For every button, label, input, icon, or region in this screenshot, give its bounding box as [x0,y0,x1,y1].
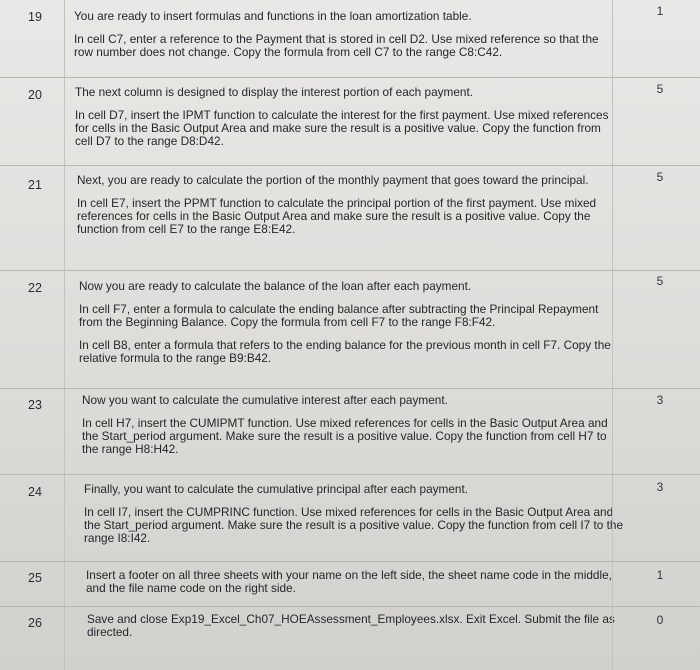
instruction-paragraph: Now you want to calculate the cumulative interest after each payment. [82,393,448,407]
step-row-23 [0,389,700,475]
instruction-paragraph: Save and close Exp19_Excel_Ch07_HOEAssessment_Employees.xlsx. Exit Excel. Submit the file as directed. [87,612,615,639]
instruction-paragraph: In cell F7, enter a formula to calculate the ending balance after subtracting the Principal Repayment from the Beginning Balance. Copy the formula from cell F7 to the range F8:F42. [79,302,599,329]
step-points: 1 [656,4,664,18]
instruction-paragraph: Next, you are ready to calculate the portion of the monthly payment that goes toward the principal. [77,173,589,187]
instruction-paragraph: Finally, you want to calculate the cumulative principal after each payment. [84,482,469,496]
instruction-paragraph: The next column is designed to display the interest portion of each payment. [75,85,474,99]
step-instructions [77,174,617,236]
step-instructions [82,394,622,456]
instruction-paragraph: In cell I7, insert the CUMPRINC function. Use mixed references for cells in the Basic Output Area and the Start_period argument. Make sure the result is a positive value. Copy the function from cell I7 to the range I8:I42. [84,505,624,545]
step-number: 25 [28,571,42,585]
step-points: 5 [656,274,664,288]
step-points: 3 [656,480,664,494]
step-points: 1 [656,568,664,582]
instruction-paragraph: In cell H7, insert the CUMIPMT function. Use mixed references for cells in the Basic Output Area and the Start_period argument. Make sure the result is a positive value. Copy the function from cell H7 to the range H8:H42. [82,416,608,456]
step-number: 24 [28,485,42,499]
step-row-25 [0,562,700,607]
instruction-paragraph: In cell D7, insert the IPMT function to calculate the interest for the first payment. Use mixed references for cells in the Basic Output Area and make sure the result is a positive value. Copy the function from cell D7 to the range D8:D42. [75,108,609,148]
step-row-19 [0,0,700,78]
instruction-paragraph: In cell E7, insert the PPMT function to calculate the principal portion of the first payment. Use mixed references for cells in the Basic Output Area and make sure the result is a positive value. Copy the function from cell E7 to the range E8:E42. [77,196,597,236]
step-number: 20 [28,88,42,102]
step-row-21 [0,166,700,271]
step-instructions [87,613,627,639]
step-number: 26 [28,616,42,630]
step-number: 19 [28,10,42,24]
step-instructions [74,10,614,59]
step-points: 3 [656,393,664,407]
step-number: 22 [28,281,42,295]
instruction-paragraph: You are ready to insert formulas and functions in the loan amortization table. [74,9,472,23]
step-points: 5 [656,170,664,184]
instruction-paragraph: Insert a footer on all three sheets with your name on the left side, the sheet name code in the middle, and the file name code on the right side. [86,568,612,595]
step-number: 21 [28,178,42,192]
step-row-26 [0,607,700,670]
step-points: 5 [656,82,664,96]
instruction-paragraph: Now you are ready to calculate the balance of the loan after each payment. [79,279,472,293]
step-instructions [84,483,624,545]
instruction-paragraph: In cell C7, enter a reference to the Payment that is stored in cell D2. Use mixed reference so that the row number does not change. Copy the formula from cell C7 to the range C8:C42. [74,32,599,59]
instruction-paragraph: In cell B8, enter a formula that refers to the ending balance for the previous month in cell F7. Copy the relative formula to the range B9:B42. [79,338,611,365]
step-points: 0 [656,613,664,627]
step-instructions [79,280,619,365]
step-row-22 [0,271,700,389]
step-instructions [86,569,626,595]
step-number: 23 [28,398,42,412]
step-row-24 [0,475,700,562]
step-row-20 [0,78,700,166]
step-instructions [75,86,615,148]
